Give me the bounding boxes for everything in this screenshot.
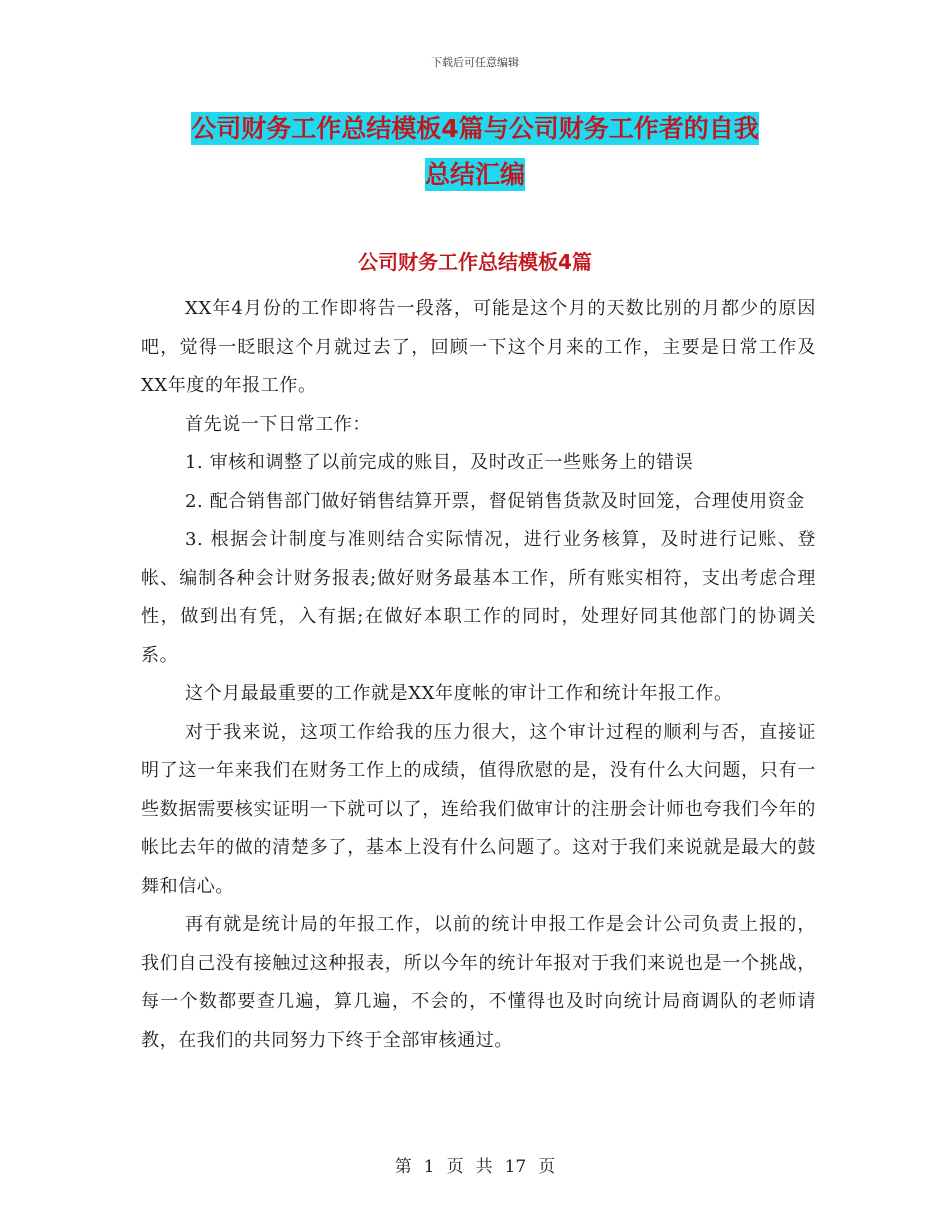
page-current: 1 <box>423 1157 435 1177</box>
section-title: 公司财务工作总结模板4篇 <box>358 250 592 274</box>
paragraph: 对于我来说，这项工作给我的压力很大，这个审计过程的顺利与否，直接证明了这一年来我们在财务工作上的成绩，值得欣慰的是，没有什么大问题，只有一些数据需要核实证明一下就可以了，连给我们做审计的注册会计师也夸我们今年的帐比去年的做的清楚多了，基本上没有什么问题了。这对于我们来说就是最大的鼓舞和信心。 <box>141 721 816 897</box>
paragraph: 首先说一下日常工作： <box>185 413 371 435</box>
paragraph: 3. 根据会计制度与准则结合实际情况，进行业务核算，及时进行记账、登帐、编制各种会计财务报表;做好财务最基本工作，所有账实相符，支出考虑合理性，做到出有凭，入有据;在做好本职工作的同时，处理好同其他部门的协调关系。 <box>141 529 816 666</box>
document-title <box>0 106 950 198</box>
body-text <box>141 290 816 1060</box>
title-line-2: 总结汇编 <box>424 160 525 189</box>
footer-total-prefix: 共 <box>475 1157 493 1177</box>
paragraph: XX年4月份的工作即将告一段落，可能是这个月的天数比别的月都少的原因吧，觉得一眨眼这个月就过去了，回顾一下这个月来的工作，主要是日常工作及XX年度的年报工作。 <box>141 298 816 396</box>
footer-suffix: 页 <box>538 1157 556 1177</box>
title-line-1: 公司财务工作总结模板4篇与公司财务工作者的自我 <box>191 114 759 143</box>
paragraph: 2. 配合销售部门做好销售结算开票，督促销售货款及时回笼，合理使用资金 <box>185 490 805 512</box>
page-total: 17 <box>504 1157 527 1177</box>
page-footer <box>0 1152 950 1177</box>
footer-prefix: 第 <box>394 1157 412 1177</box>
paragraph: 再有就是统计局的年报工作，以前的统计申报工作是会计公司负责上报的，我们自己没有接触过这种报表，所以今年的统计年报对于我们来说也是一个挑战，每一个数都要查几遍，算几遍，不会的，不懂得也及时向统计局商调队的老师请教，在我们的共同努力下终于全部审核通过。 <box>141 914 816 1051</box>
header-note: 下载后可任意编辑 <box>431 56 519 69</box>
paragraph: 这个月最最重要的工作就是XX年度帐的审计工作和统计年报工作。 <box>185 683 733 704</box>
paragraph: 1. 审核和调整了以前完成的账目，及时改正一些账务上的错误 <box>185 452 694 473</box>
footer-mid: 页 <box>446 1157 464 1177</box>
